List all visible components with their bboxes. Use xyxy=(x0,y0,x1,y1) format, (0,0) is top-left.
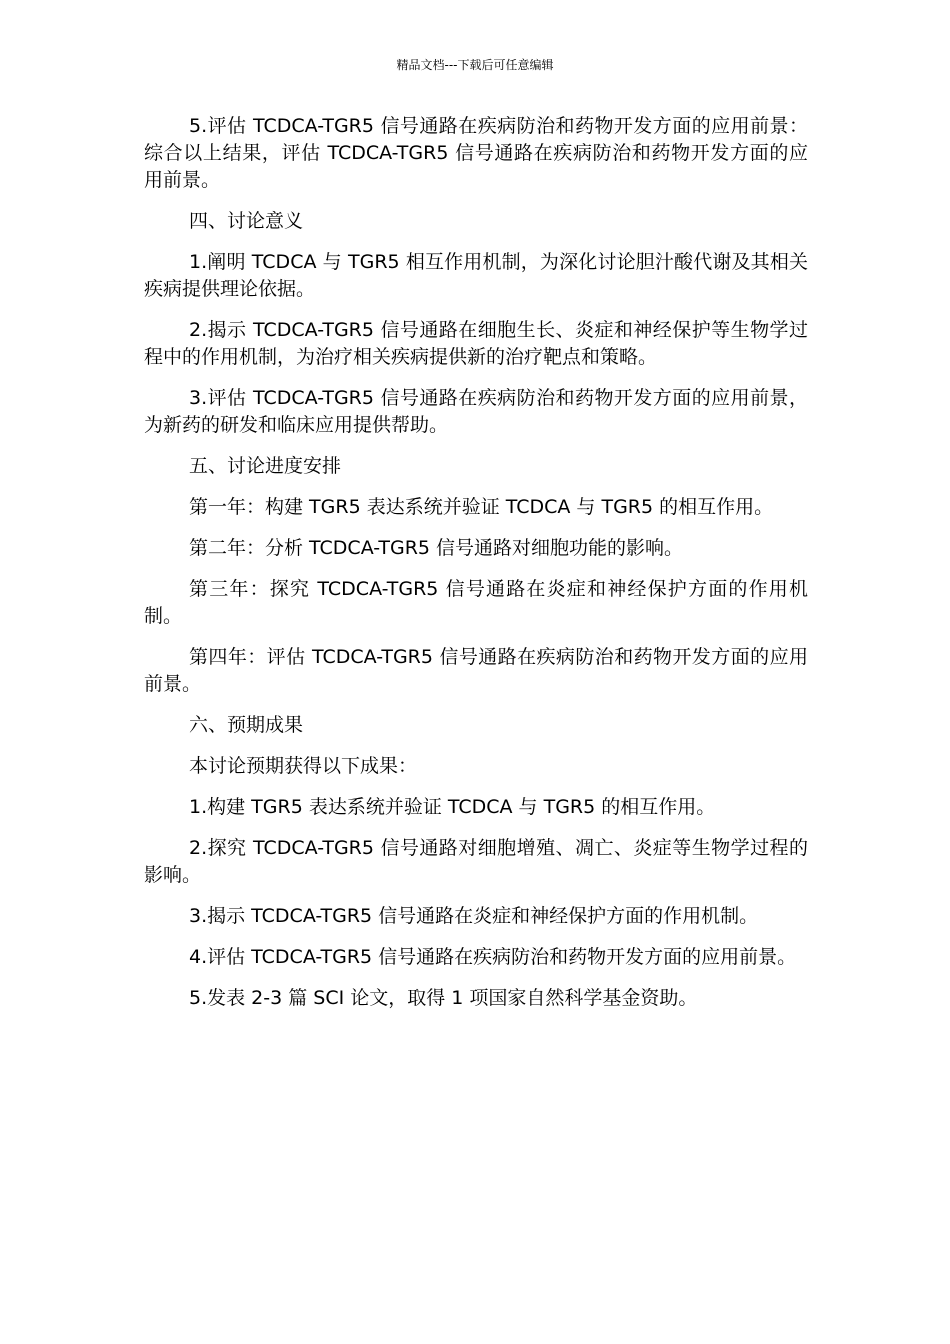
paragraph-2: 1.阐明 TCDCA 与 TGR5 相互作用机制，为深化讨论胆汁酸代谢及其相关疾病提供理论依据。 xyxy=(144,251,808,300)
schedule-year-2: 第二年：分析 TCDCA-TGR5 信号通路对细胞功能的影响。 xyxy=(189,537,684,559)
outcome-2: 2.探究 TCDCA-TGR5 信号通路对细胞增殖、凋亡、炎症等生物学过程的影响。 xyxy=(144,837,808,886)
outcome-1: 1.构建 TGR5 表达系统并验证 TCDCA 与 TGR5 的相互作用。 xyxy=(189,796,716,818)
page-header: 精品文档---下载后可任意编辑 xyxy=(396,58,554,72)
schedule-year-3: 第三年：探究 TCDCA-TGR5 信号通路在炎症和神经保护方面的作用机制。 xyxy=(144,578,808,627)
paragraph-1: 5.评估 TCDCA-TGR5 信号通路在疾病防治和药物开发方面的应用前景：综合以上结果，评估 TCDCA-TGR5 信号通路在疾病防治和药物开发方面的应用前景。 xyxy=(144,115,808,191)
document-body xyxy=(144,113,808,1026)
outcome-4: 4.评估 TCDCA-TGR5 信号通路在疾病防治和药物开发方面的应用前景。 xyxy=(189,946,797,968)
outcome-5: 5.发表 2-3 篇 SCI 论文，取得 1 项国家自然科学基金资助。 xyxy=(189,987,698,1009)
paragraph-4: 3.评估 TCDCA-TGR5 信号通路在疾病防治和药物开发方面的应用前景，为新药的研发和临床应用提供帮助。 xyxy=(144,387,808,436)
paragraph-3: 2.揭示 TCDCA-TGR5 信号通路在细胞生长、炎症和神经保护等生物学过程中的作用机制，为治疗相关疾病提供新的治疗靶点和策略。 xyxy=(144,319,808,368)
outcomes-intro: 本讨论预期获得以下成果： xyxy=(189,755,418,777)
outcome-3: 3.揭示 TCDCA-TGR5 信号通路在炎症和神经保护方面的作用机制。 xyxy=(189,905,759,927)
section-heading-outcomes: 六、预期成果 xyxy=(189,714,304,736)
schedule-year-1: 第一年：构建 TGR5 表达系统并验证 TCDCA 与 TGR5 的相互作用。 xyxy=(189,496,774,518)
section-heading-schedule: 五、讨论进度安排 xyxy=(189,455,342,477)
schedule-year-4: 第四年：评估 TCDCA-TGR5 信号通路在疾病防治和药物开发方面的应用前景。 xyxy=(144,646,808,695)
section-heading-significance: 四、讨论意义 xyxy=(189,210,304,232)
